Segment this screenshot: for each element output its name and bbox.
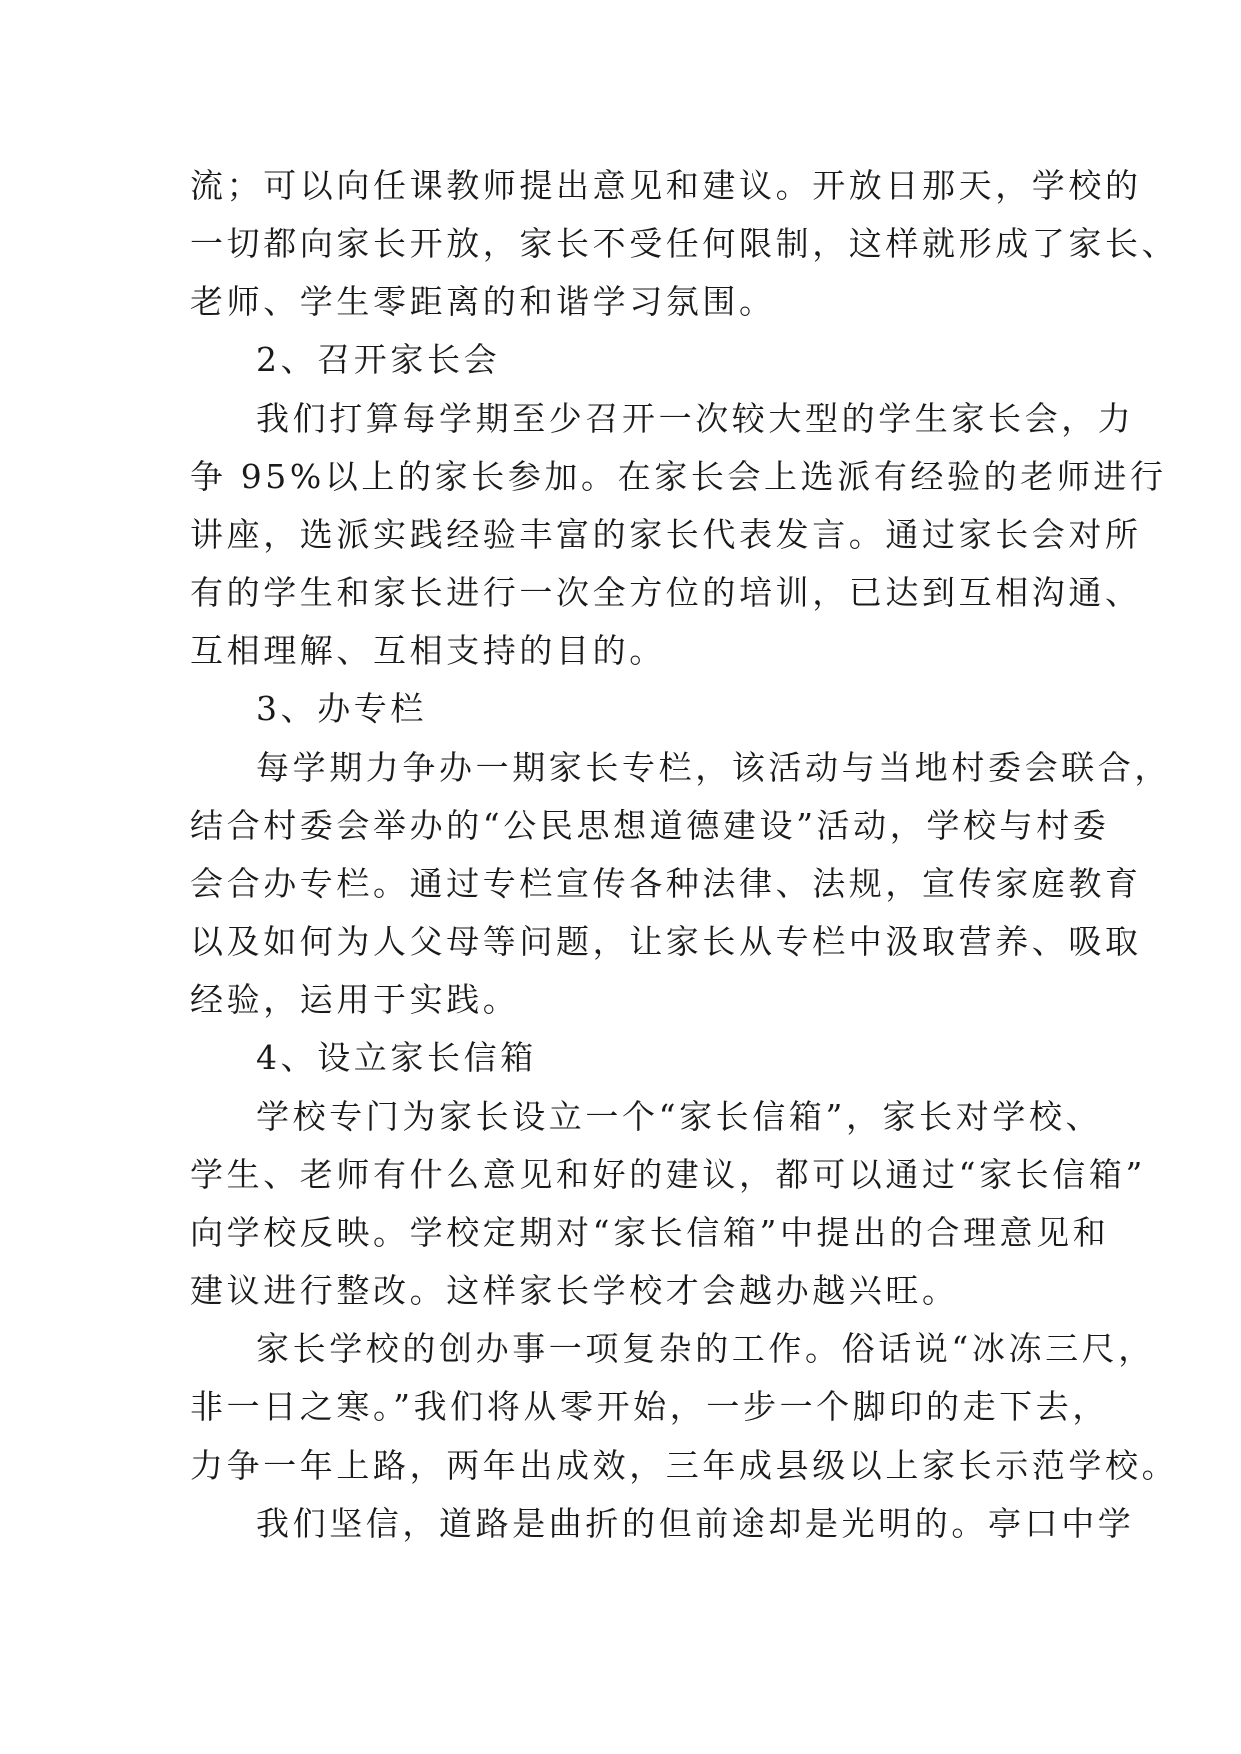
- text-line: 有的学生和家长进行一次全方位的培训，已达到互相沟通、: [190, 573, 1142, 612]
- section-heading: 3、办专栏: [256, 689, 427, 728]
- text-line: 结合村委会举办的“公民思想道德建设”活动，学校与村委: [190, 806, 1110, 845]
- text-line: 向学校反映。学校定期对“家长信箱”中提出的合理意见和: [190, 1213, 1110, 1252]
- text-line: 互相理解、互相支持的目的。: [190, 631, 666, 670]
- paragraph-start: 学校专门为家长设立一个“家长信箱”，家长对学校、: [256, 1097, 1103, 1136]
- text-line: 会合办专栏。通过专栏宣传各种法律、法规，宣传家庭教育: [190, 864, 1142, 903]
- text-line: 老师、学生零距离的和谐学习氛围。: [190, 282, 776, 321]
- text-line: 争 95%以上的家长参加。在家长会上选派有经验的老师进行: [190, 457, 1167, 496]
- text-line: 讲座，选派实践经验丰富的家长代表发言。通过家长会对所: [190, 515, 1142, 554]
- text-line: 一切都向家长开放，家长不受任何限制，这样就形成了家长、: [190, 224, 1179, 263]
- paragraph-start: 家长学校的创办事一项复杂的工作。俗话说“冰冻三尺，: [256, 1329, 1155, 1368]
- text-line: 学生、老师有什么意见和好的建议，都可以通过“家长信箱”: [190, 1155, 1146, 1194]
- text-line: 流；可以向任课教师提出意见和建议。开放日那天，学校的: [190, 166, 1142, 205]
- section-heading: 4、设立家长信箱: [256, 1038, 537, 1077]
- paragraph-start: 每学期力争办一期家长专栏，该活动与当地村委会联合，: [256, 748, 1171, 787]
- text-line: 经验，运用于实践。: [190, 980, 520, 1019]
- text-line: 建议进行整改。这样家长学校才会越办越兴旺。: [190, 1271, 959, 1310]
- section-heading: 2、召开家长会: [256, 340, 501, 379]
- text-line: 非一日之寒。”我们将从零开始，一步一个脚印的走下去，: [190, 1387, 1109, 1426]
- text-line: 力争一年上路，两年出成效，三年成县级以上家长示范学校。: [190, 1446, 1179, 1485]
- paragraph-start: 我们打算每学期至少召开一次较大型的学生家长会，力: [256, 399, 1135, 438]
- paragraph-start: 我们坚信，道路是曲折的但前途却是光明的。亭口中学: [256, 1504, 1135, 1543]
- text-line: 以及如何为人父母等问题，让家长从专栏中汲取营养、吸取: [190, 922, 1142, 961]
